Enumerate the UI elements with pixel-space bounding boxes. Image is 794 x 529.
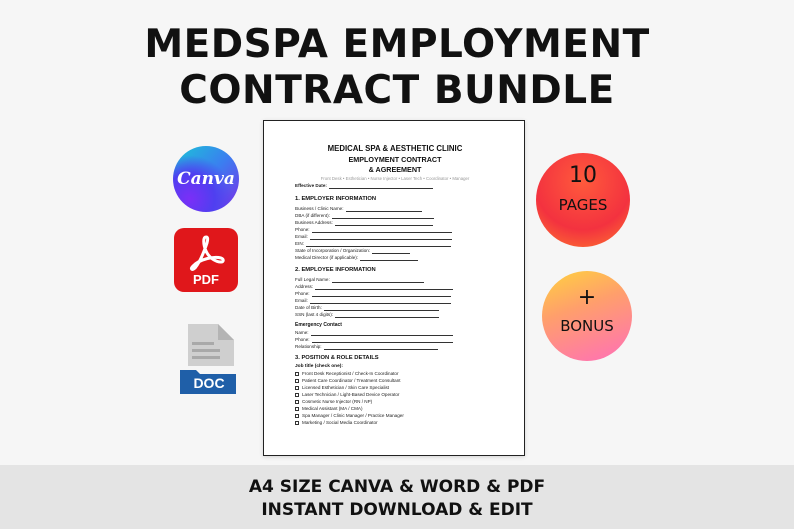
field-label: Phone: (295, 291, 310, 296)
effective-date-label: Effective Date: (295, 183, 327, 188)
checkbox (295, 386, 299, 390)
employer-field (295, 206, 422, 212)
effective-date-field (295, 183, 433, 189)
field-line (306, 242, 451, 247)
headline-line-1: MEDSPA EMPLOYMENT (144, 22, 650, 67)
employer-field (295, 227, 452, 233)
section-position-heading: 3. POSITION & ROLE DETAILS (295, 355, 379, 361)
job-option (295, 420, 378, 426)
checkbox (295, 421, 299, 425)
bonus-badge (542, 271, 632, 361)
emergency-field (295, 330, 453, 336)
job-option-label: Laser Technician / Light-Based Device Operator (302, 392, 400, 397)
job-option-label: Cosmetic Nurse Injector (RN / NP) (302, 399, 373, 404)
field-label: Date of Birth: (295, 305, 322, 310)
job-option (295, 399, 372, 405)
field-line (332, 278, 424, 283)
emergency-field (295, 344, 438, 350)
field-label: EIN: (295, 241, 304, 246)
job-option-label: Front Desk Receptionist / Check-In Coordinator (302, 371, 399, 376)
field-line (332, 214, 434, 219)
field-label: Relationship: (295, 344, 322, 349)
checkbox (295, 400, 299, 404)
employer-field (295, 255, 418, 261)
field-label: State of Incorporation / Organization: (295, 248, 371, 253)
employer-field (295, 234, 452, 240)
job-option-label: Licensed Esthetician / Skin Care Specialist (302, 385, 390, 390)
field-line (346, 207, 422, 212)
section-employer-heading: 1. EMPLOYER INFORMATION (295, 196, 377, 202)
job-option (295, 413, 404, 419)
checkbox (295, 379, 299, 383)
field-line (310, 235, 452, 240)
doc-file-icon (178, 322, 238, 398)
field-line (312, 338, 453, 343)
job-option (295, 385, 389, 391)
job-option (295, 392, 399, 398)
job-option (295, 378, 401, 384)
field-label: Business Address: (295, 220, 333, 225)
footer-line-2: INSTANT DOWNLOAD & EDIT (261, 500, 533, 520)
checkbox (295, 414, 299, 418)
employee-field (295, 291, 451, 297)
field-label: SSN (last 4 digits): (295, 312, 334, 317)
field-label: Business / Clinic Name: (295, 206, 344, 211)
field-line (335, 313, 439, 318)
bonus-label: BONUS (560, 317, 614, 335)
field-line (360, 256, 418, 261)
employee-field (295, 298, 451, 304)
employee-field (295, 284, 453, 290)
field-line (324, 345, 438, 350)
employee-field (295, 277, 424, 283)
field-line (329, 184, 433, 189)
job-option-label: Spa Manager / Clinic Manager / Practice Manager (302, 413, 404, 418)
field-label: Address: (295, 284, 314, 289)
headline (0, 22, 794, 114)
pages-number: 10 (569, 163, 597, 188)
pages-label: PAGES (558, 196, 608, 214)
field-line (372, 249, 410, 254)
field-line (324, 306, 439, 311)
field-line (315, 285, 453, 290)
field-label: Full Legal Name: (295, 277, 330, 282)
checkbox (295, 407, 299, 411)
job-option (295, 406, 363, 412)
field-line (312, 292, 451, 297)
job-option-label: Patient Care Coordinator / Treatment Consultant (302, 378, 401, 383)
employee-field (295, 312, 439, 318)
doc-label: DOC (193, 375, 225, 391)
acrobat-swirl-icon (186, 234, 226, 272)
adobe-pdf-icon (174, 228, 238, 292)
doc-subtitle: Front Desk • Esthetician • Nurse Injector • Laser Tech • Coordinator • Manager (320, 176, 470, 181)
field-line (311, 331, 453, 336)
employer-field (295, 220, 433, 226)
field-label: DBA (if different): (295, 213, 330, 218)
employer-field (295, 213, 434, 219)
doc-title-2: EMPLOYMENT CONTRACT (348, 155, 442, 164)
canva-label: Canva (177, 169, 235, 189)
emergency-contact-heading: Emergency Contact (295, 322, 342, 328)
checkbox (295, 372, 299, 376)
field-line (312, 228, 452, 233)
emergency-field (295, 337, 453, 343)
field-label: Email: (295, 234, 308, 239)
canva-logo-icon (173, 146, 239, 212)
job-option (295, 371, 399, 377)
field-label: Email: (295, 298, 308, 303)
pages-count-badge (536, 153, 630, 247)
footer-text (0, 476, 794, 522)
field-label: Phone: (295, 227, 310, 232)
field-label: Medical Director (if applicable): (295, 255, 359, 260)
employer-field (295, 241, 451, 247)
pdf-label: PDF (193, 272, 219, 287)
checkbox (295, 393, 299, 397)
footer-line-1: A4 SIZE CANVA & WORD & PDF (248, 477, 546, 497)
field-line (335, 221, 433, 226)
contract-page-preview (263, 120, 525, 456)
doc-title-1: MEDICAL SPA & AESTHETIC CLINIC (327, 144, 463, 153)
doc-title-3: & AGREEMENT (368, 165, 422, 174)
field-label: Phone: (295, 337, 310, 342)
section-employee-heading: 2. EMPLOYEE INFORMATION (295, 267, 376, 273)
employee-field (295, 305, 439, 311)
job-option-label: Marketing / Social Media Coordinator (302, 420, 378, 425)
field-line (310, 299, 451, 304)
job-title-heading: Job title (check one): (295, 364, 343, 369)
bonus-plus: + (577, 285, 597, 310)
job-option-label: Medical Assistant (MA / CMA) (302, 406, 363, 411)
headline-line-2: CONTRACT BUNDLE (179, 68, 615, 113)
employer-field (295, 248, 410, 254)
field-label: Name: (295, 330, 309, 335)
